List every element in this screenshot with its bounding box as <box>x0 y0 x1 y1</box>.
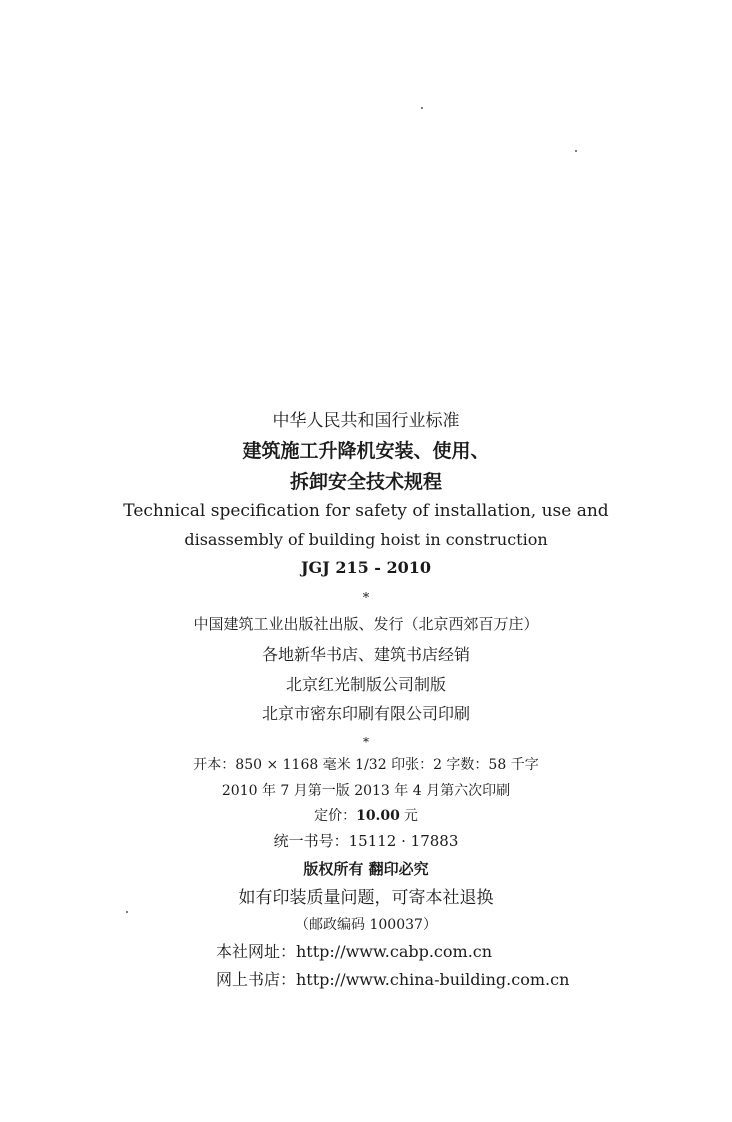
book-number-line: 统一书号：15112 · 17883 <box>273 832 459 850</box>
separator-asterisk: * <box>362 591 370 606</box>
standard-code: JGJ 215 - 2010 <box>300 558 432 577</box>
return-notice-line: 如有印装质量问题，可寄本社退换 <box>238 888 494 908</box>
postal-code-line: （邮政编码 100037） <box>295 917 437 933</box>
scan-speck <box>421 107 423 109</box>
publisher-line: 中国建筑工业出版社出版、发行（北京西郊百万庄） <box>193 615 539 633</box>
website-line: 本社网址：http://www.cabp.com.cn <box>216 942 493 961</box>
price-label: 定价： <box>314 808 357 824</box>
scan-speck <box>575 150 577 152</box>
title-cn-line1: 建筑施工升降机安装、使用、 <box>242 440 490 462</box>
title-en-line2: disassembly of building hoist in construction <box>184 530 548 549</box>
scan-speck <box>126 911 128 913</box>
standard-series: 中华人民共和国行业标准 <box>272 411 460 431</box>
distributor-line: 各地新华书店、建筑书店经销 <box>261 645 470 664</box>
plate-maker-line: 北京红光制版公司制版 <box>285 675 446 694</box>
copyright-line: 版权所有 翻印必究 <box>303 860 429 878</box>
title-cn-line2: 拆卸安全技术规程 <box>289 471 442 493</box>
printer-line: 北京市密东印刷有限公司印刷 <box>261 704 470 723</box>
format-line: 开本：850 × 1168 毫米 1/32 印张：2 字数：58 千字 <box>193 757 539 773</box>
price-value: 10.00 <box>356 808 400 824</box>
edition-line: 2010 年 7 月第一版 2013 年 4 月第六次印刷 <box>221 783 511 799</box>
price-line <box>0 809 732 823</box>
bookstore-line: 网上书店：http://www.china-building.com.cn <box>216 970 570 989</box>
title-en-line1: Technical specification for safety of installation, use and <box>123 501 609 521</box>
price-unit: 元 <box>403 808 418 824</box>
separator-asterisk: * <box>363 735 369 749</box>
